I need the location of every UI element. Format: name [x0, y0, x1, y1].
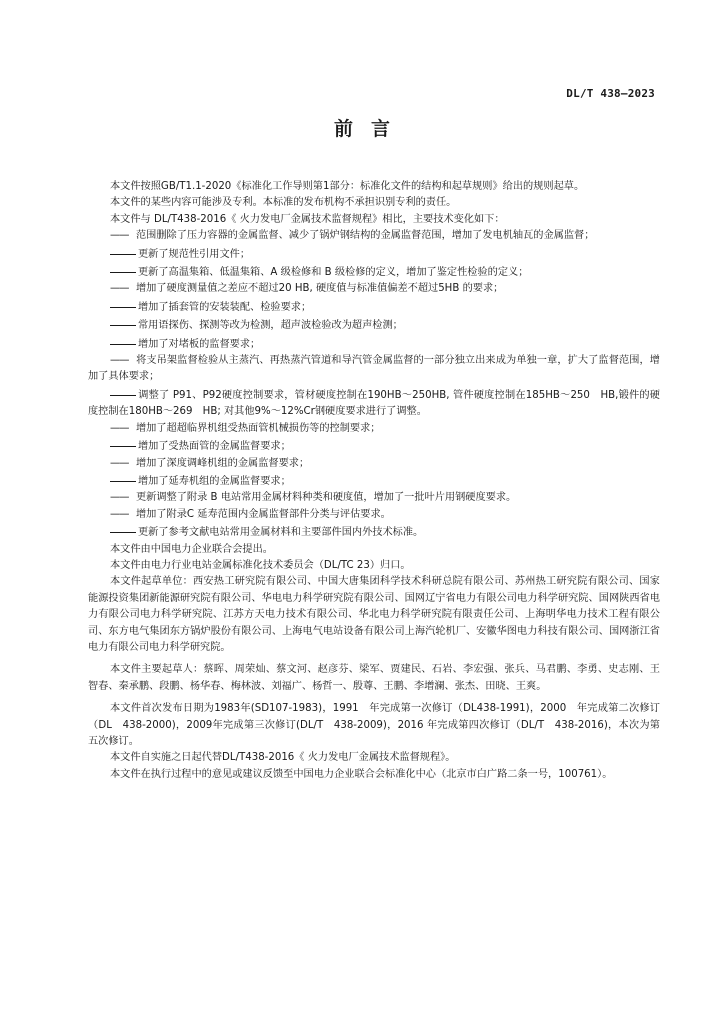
change-item [88, 316, 660, 334]
underline-marker [110, 263, 136, 273]
paragraph-replace: 本文件自实施之日起代替DL/T438-2016《 火力发电厂金属技术监督规程》。 [110, 752, 456, 764]
change-item-text: 增加了超超临界机组受热面管机械损伤等的控制要求； [136, 422, 381, 434]
dash-marker: —— [110, 230, 129, 242]
change-item [88, 421, 660, 437]
change-item [88, 507, 660, 523]
dash-marker: —— [110, 492, 129, 504]
changes-list [88, 228, 660, 541]
change-item [88, 456, 660, 472]
change-item [88, 263, 660, 281]
change-item-text: 更新了规范性引用文件； [138, 248, 251, 260]
underline-marker [110, 437, 136, 447]
change-item [88, 228, 660, 244]
change-item [88, 245, 660, 263]
paragraph-proposer: 本文件由中国电力企业联合会提出。 [110, 543, 273, 555]
paragraph-changes-intro: 本文件与 DL/T438-2016《 火力发电厂金属技术监督规程》相比，主要技术变化如下： [110, 213, 505, 225]
change-item-text: 将支吊架监督检验从主蒸汽、再热蒸汽管道和导汽管金属监督的一部分独立出来成为单独一章，扩大了监督范围，增加了具体要求； [88, 355, 660, 383]
document-code: DL/T 438—2023 [566, 87, 655, 100]
underline-marker [110, 298, 136, 308]
change-item [88, 281, 660, 297]
paragraph-history: 本文件首次发布日期为1983年(SD107-1983)，1991 年完成第一次修订（DL438-1991)，2000 年完成第二次修订（DL 438-2000)，2009年完成第三次修订(DL/T 438-2009)，2016 年完成第四次修订（DL/T 438-2016)，本次为第五次修订。 [88, 703, 660, 747]
underline-marker [110, 335, 136, 345]
change-item-text: 增加了对堵板的监督要求； [138, 338, 261, 350]
change-item [88, 523, 660, 541]
dash-marker: —— [110, 422, 129, 434]
change-item-text: 范围删除了压力容器的金属监督、减少了锅炉钢结构的金属监督范围，增加了发电机轴瓦的金属监督； [136, 230, 595, 242]
underline-marker [110, 472, 136, 482]
paragraph-drafters: 本文件主要起草人：蔡晖、周荣灿、蔡文河、赵彦芬、梁军、贾建民、石岩、李宏强、张兵、马君鹏、李勇、史志刚、王智春、秦承鹏、段鹏、杨华春、梅林波、刘福广、杨哲一、殷尊、王鹏、李增澜、张杰、田晓、王爽。 [88, 664, 660, 692]
change-item [88, 437, 660, 455]
dash-marker: —— [110, 457, 129, 469]
paragraph-drafting-rules: 本文件按照GB/T1.1-2020《标准化工作导则第1部分：标准化文件的结构和起草规则》给出的规则起草。 [110, 181, 585, 192]
change-item [88, 335, 660, 353]
underline-marker [110, 523, 136, 533]
change-item-text: 更新了参考文献电站常用金属材料和主要部件国内外技术标准。 [138, 527, 424, 539]
paragraph-feedback: 本文件在执行过程中的意见或建议反馈至中国电力企业联合会标准化中心（北京市白广路二条一号，100761）。 [110, 768, 613, 780]
change-item [88, 490, 660, 506]
change-item [88, 298, 660, 316]
change-item [88, 353, 660, 386]
foreword-body [88, 179, 660, 783]
change-item-text: 更新了高温集箱、低温集箱、A 级检修和 B 级检修的定义，增加了鉴定性检验的定义； [138, 267, 529, 279]
change-item-text: 增加了插套管的安装装配、检验要求； [138, 301, 312, 313]
change-item-text: 增加了附录C 延寿范围内金属监督部件分类与评估要求。 [136, 508, 391, 520]
change-item-text: 增加了深度调峰机组的金属监督要求； [136, 457, 310, 469]
dash-marker: —— [110, 355, 129, 367]
dash-marker: —— [110, 508, 129, 520]
paragraph-centralized: 本文件由电力行业电站金属标准化技术委员会（DL/TC 23）归口。 [110, 559, 411, 571]
paragraph-drafting-units: 本文件起草单位：西安热工研究院有限公司、中国大唐集团科学技术科研总院有限公司、苏州热工研究院有限公司、国家能源投资集团新能源研究院有限公司、华电电力科学研究院有限公司、国网辽宁省电力有限公司电力科学研究院、国网陕西省电力有限公司电力科学研究院、江苏方天电力技术有限公司、华北电力科学研究院有限责任公司、上海明华电力技术工程有限公司、东方电气集团东方锅炉股份有限公司、上海电气电站设备有限公司上海汽轮机厂、安徽华图电力科技有限公司、国网浙江省电力有限公司电力科学研究院。 [88, 576, 660, 653]
change-item-text: 增加了延寿机组的金属监督要求； [138, 475, 291, 487]
change-item-text: 增加了受热面管的金属监督要求； [138, 441, 291, 453]
change-item-text: 更新调整了附录 B 电站常用金属材料种类和硬度值，增加了一批叶片用钢硬度要求。 [136, 492, 517, 504]
change-item [88, 472, 660, 490]
change-item-text: 调整了 P91、P92硬度控制要求，管材硬度控制在190HB～250HB, 管件硬度控制在185HB～250 HB,锻件的硬度控制在180HB～269 HB; 对其他9%～12%Cr钢硬度要求进行了调整。 [88, 389, 660, 418]
underline-marker [110, 245, 136, 255]
underline-marker [110, 386, 136, 396]
underline-marker [110, 316, 136, 326]
dash-marker: —— [110, 283, 129, 295]
change-item-text: 增加了硬度测量值之差应不超过20 HB, 硬度值与标准值偏差不超过5HB 的要求； [136, 283, 504, 295]
change-item [88, 386, 660, 421]
change-item-text: 常用语探伤、探测等改为检测，超声波检验改为超声检测； [138, 320, 403, 332]
paragraph-patent-notice: 本文件的某些内容可能涉及专利。本标准的发布机构不承担识别专利的责任。 [110, 197, 457, 209]
page-title: 前言 [333, 118, 408, 140]
